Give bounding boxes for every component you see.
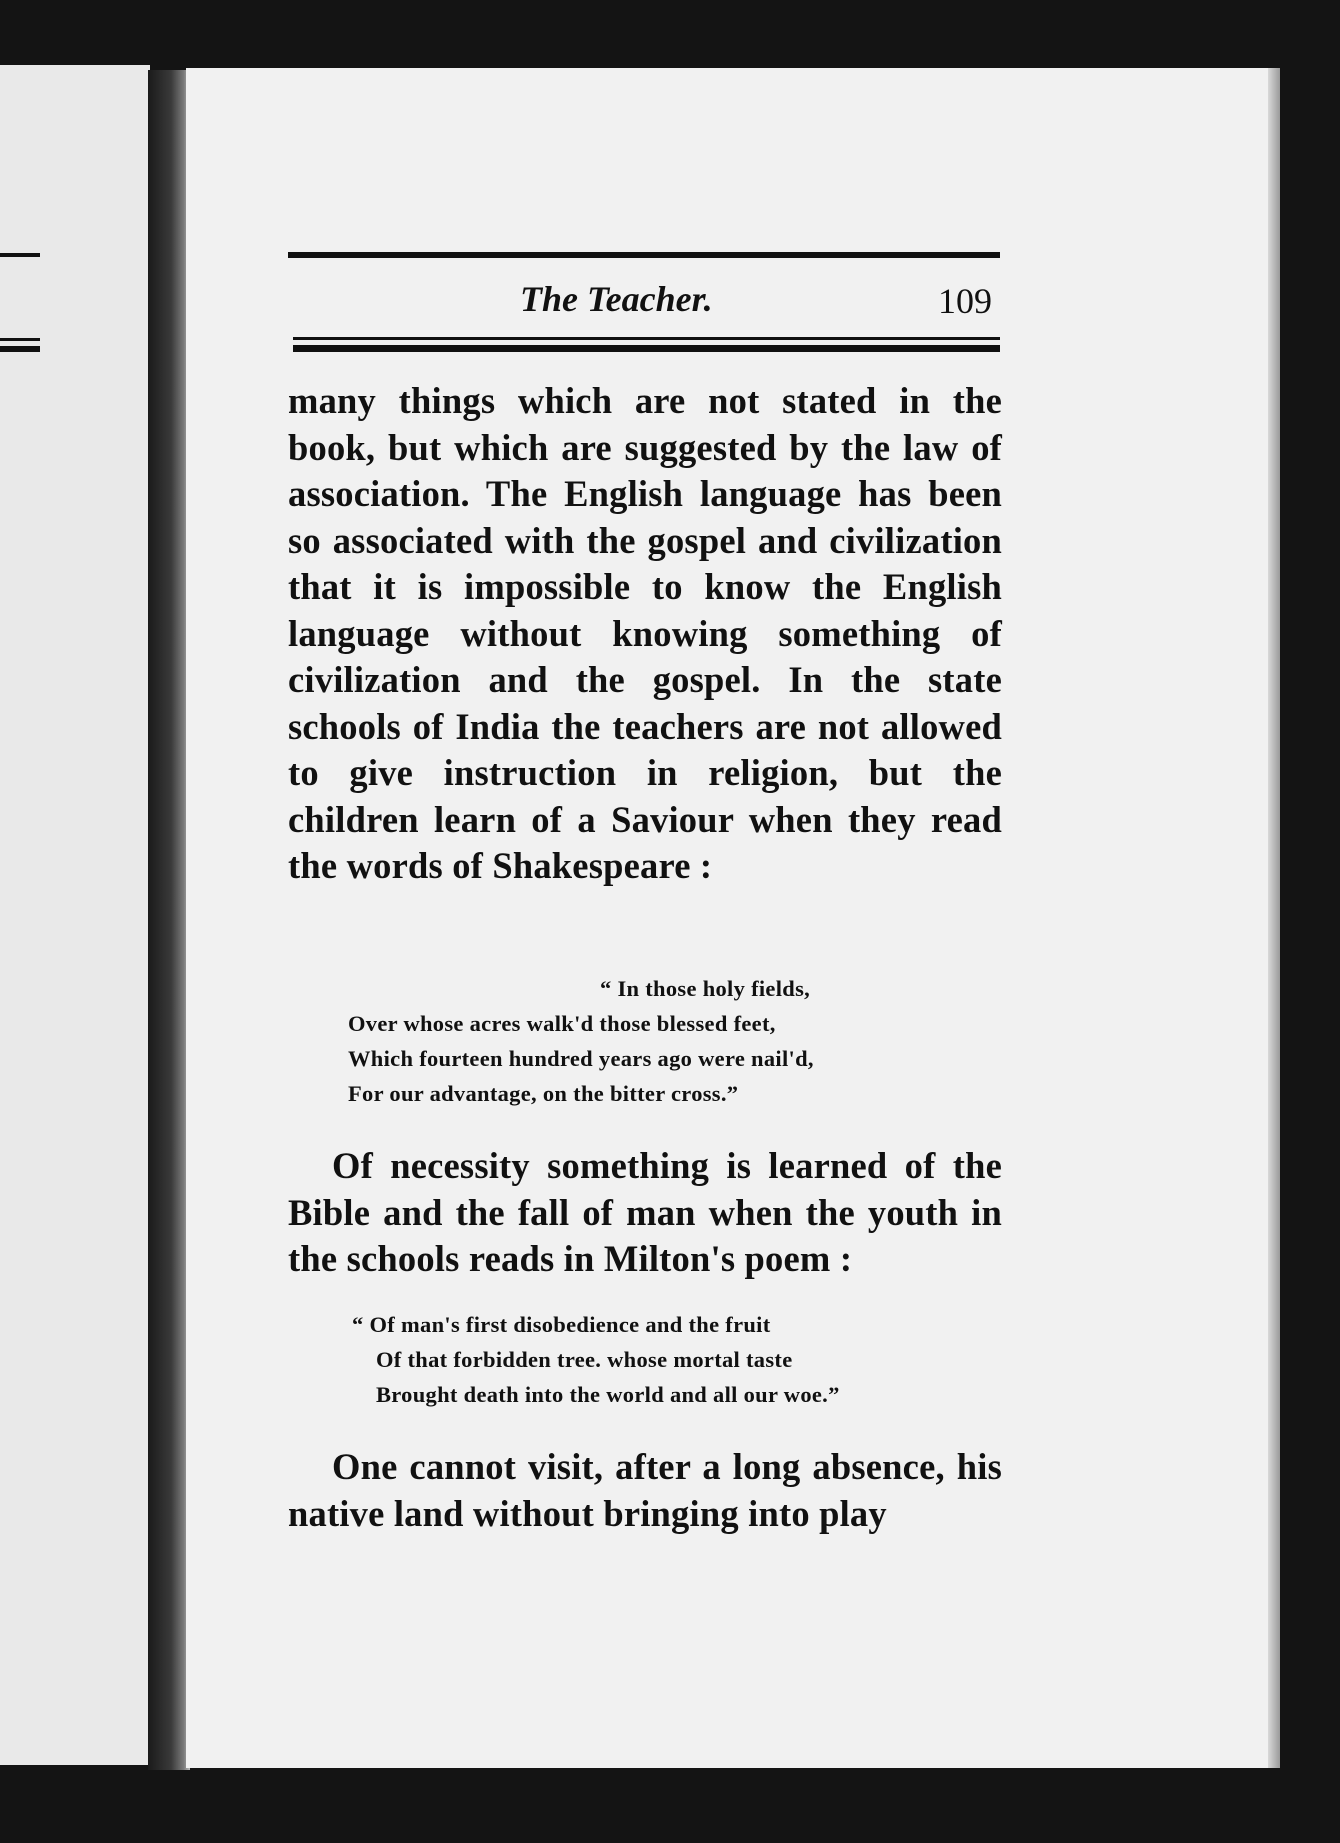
quote-line: Which fourteen hundred years ago were nail'd, — [348, 1046, 814, 1071]
paragraph: Of necessity something is learned of the Bible and the fall of man when the youth in the schools reads in Milton's poem : — [288, 1145, 1002, 1279]
previous-page-rule — [0, 346, 40, 352]
quote-line: “ Of man's first disobedience and the fruit — [352, 1312, 771, 1337]
quote-line: Of that forbidden tree. whose mortal taste — [376, 1347, 793, 1372]
header-rule-top — [288, 252, 1000, 258]
header-rule-bottom — [293, 345, 1000, 352]
page-number: 109 — [938, 281, 992, 321]
quote-line: For our advantage, on the bitter cross.” — [348, 1081, 739, 1106]
paragraph: many things which are not stated in the book, but which are suggested by the law of association. The English language has been so associated with the gospel and civilization that it is impossible to know the English language without knowing something of civilization and the gospel. In the state schools of India the teachers are not allowed to give instruction in religion, but the children learn of a Saviour when they read the words of Shakespeare : — [288, 380, 1002, 886]
page-edge — [1268, 68, 1280, 1768]
previous-page — [0, 65, 150, 1765]
previous-page-rule — [0, 338, 40, 341]
header-rule-bottom — [293, 337, 1000, 340]
quote-line: Brought death into the world and all our woe.” — [376, 1382, 840, 1407]
running-head-title: The Teacher. — [520, 279, 713, 319]
book-gutter — [148, 70, 190, 1770]
quote-line: Over whose acres walk'd those blessed feet, — [348, 1011, 776, 1036]
previous-page-rule — [0, 253, 40, 257]
quote-line: “ In those holy fields, — [600, 976, 811, 1001]
paragraph: One cannot visit, after a long absence, his native land without bringing into play — [288, 1446, 1002, 1534]
